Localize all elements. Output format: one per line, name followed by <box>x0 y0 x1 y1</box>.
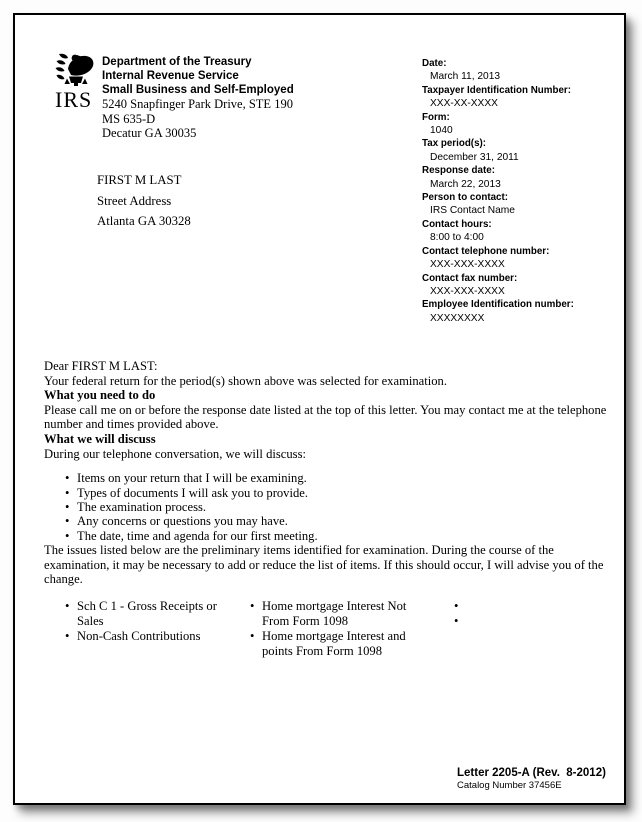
agency-name-line: Internal Revenue Service <box>102 70 239 82</box>
info-field <box>422 191 634 218</box>
info-field-value: IRS Contact Name <box>430 205 515 217</box>
recipient-line: Atlanta GA 30328 <box>97 214 191 228</box>
discuss-bullet: • Items on your return that I will be examining. <box>65 471 620 485</box>
info-field-label: Employee Identification number: <box>422 299 574 311</box>
irs-eagle-icon <box>55 53 95 87</box>
recipient-line: FIRST M LAST <box>97 173 182 187</box>
discuss-bullet: • The examination process. <box>65 500 620 514</box>
section-heading-will-discuss: What we will discuss <box>44 431 156 446</box>
recipient-line: Street Address <box>97 193 172 208</box>
info-field <box>422 245 634 272</box>
salutation: Dear FIRST M LAST: <box>44 359 158 373</box>
agency-address-line: 5240 Snapfinger Park Drive, STE 190 <box>102 97 293 111</box>
info-field-label: Contact hours: <box>422 218 492 230</box>
issue-column-2 <box>250 599 454 659</box>
info-field-label: Response date: <box>422 165 495 177</box>
agency-name-line: Department of the Treasury <box>102 56 252 68</box>
section-heading-need-to-do: What you need to do <box>44 388 156 403</box>
intro-paragraph: Your federal return for the period(s) shown above was selected for examination. <box>44 373 447 388</box>
letter-header <box>55 53 294 141</box>
info-field-label: Taxpayer Identification Number: <box>422 84 571 96</box>
info-field-value: 8:00 to 4:00 <box>430 232 484 244</box>
issue-column-1 <box>65 599 250 659</box>
info-field <box>422 57 634 84</box>
info-field-value: 1040 <box>430 125 453 137</box>
agency-name-line: Small Business and Self-Employed <box>102 84 294 96</box>
info-field-value: December 31, 2011 <box>430 151 519 163</box>
discuss-bullet: • The date, time and agenda for our first meeting. <box>65 529 620 543</box>
issue-item <box>454 599 620 613</box>
letter-footer <box>457 767 606 792</box>
agency-address-line: Decatur GA 30035 <box>102 126 197 140</box>
discuss-bullet-list <box>44 471 620 543</box>
issue-columns <box>65 599 620 659</box>
info-panel <box>422 57 634 325</box>
info-field <box>422 164 634 191</box>
info-field-value: XXX-XX-XXXX <box>430 98 498 110</box>
info-field-label: Date: <box>422 58 447 69</box>
discuss-bullet: • Any concerns or questions you may have. <box>65 514 620 528</box>
info-field-label: Person to contact: <box>422 192 509 204</box>
info-field-label: Contact fax number: <box>422 272 518 284</box>
irs-logo <box>55 53 99 141</box>
issue-item: • Home mortgage Interest and points From Form 1098 <box>250 629 430 658</box>
issue-item: • Sch C 1 - Gross Receipts or Sales <box>65 599 242 628</box>
issue-item: • Non-Cash Contributions <box>65 629 242 644</box>
info-field-label: Form: <box>422 111 450 123</box>
issues-paragraph: The issues listed below are the preliminary items identified for examination. During the course of the examination, it may be necessary to add or reduce the list of items. If this should occur, I will advise you of the change. <box>44 543 604 587</box>
catalog-number: Catalog Number 37456E <box>457 780 562 791</box>
recipient-address <box>97 170 191 232</box>
issue-item: • Home mortgage Interest Not From Form 1098 <box>250 599 430 628</box>
letter-body <box>44 359 620 659</box>
agency-address-line: MS 635-D <box>102 111 156 126</box>
info-field <box>422 298 634 325</box>
issue-column-3 <box>454 599 620 659</box>
info-field-value: XXX-XXX-XXXX <box>430 285 505 297</box>
discuss-bullet: • Types of documents I will ask you to provide. <box>65 486 620 500</box>
info-field <box>422 137 634 164</box>
section-text-need-to-do: Please call me on or before the response date listed at the top of this letter. You may contact me at the telephone number and times provided above. <box>44 402 607 432</box>
info-field-value: XXXXXXXX <box>430 312 485 324</box>
section-text-will-discuss: During our telephone conversation, we will discuss: <box>44 446 306 461</box>
info-field-value: March 22, 2013 <box>430 178 501 190</box>
info-field <box>422 111 634 138</box>
info-field-label: Contact telephone number: <box>422 245 550 257</box>
info-field-label: Tax period(s): <box>422 138 487 150</box>
issue-item <box>454 614 620 628</box>
info-field-value: March 11, 2013 <box>430 71 501 83</box>
letter-page <box>13 13 626 805</box>
irs-logo-text: IRS <box>55 87 93 112</box>
info-field <box>422 84 634 111</box>
info-field <box>422 272 634 299</box>
letter-number: Letter 2205-A (Rev. 8-2012) <box>457 767 606 779</box>
info-field-value: XXX-XXX-XXXX <box>430 259 505 271</box>
agency-block <box>102 53 294 141</box>
info-field <box>422 218 634 245</box>
